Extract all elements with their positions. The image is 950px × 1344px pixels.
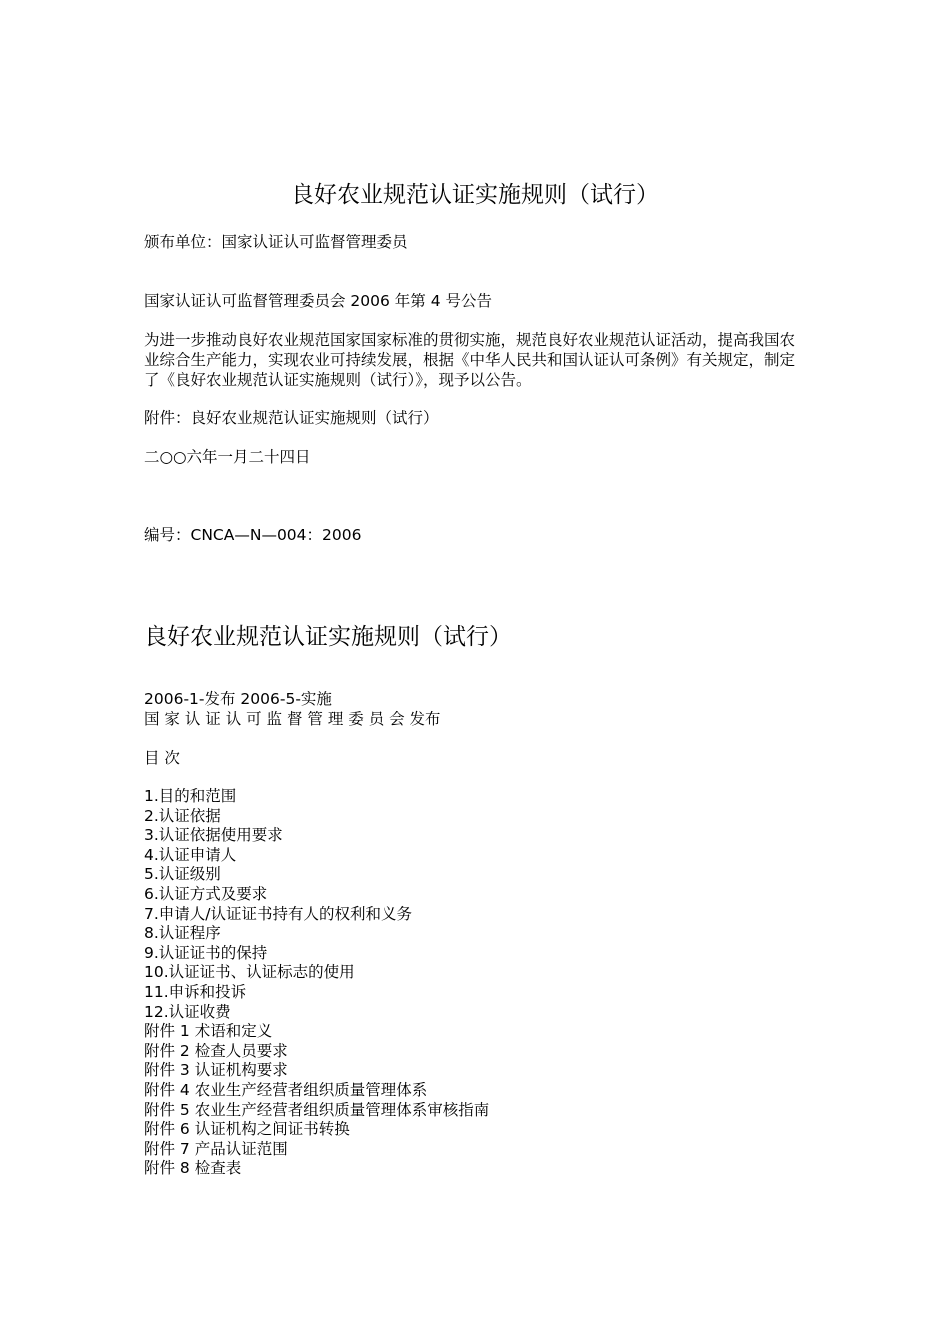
toc-item: 10.认证证书、认证标志的使用 <box>144 963 355 982</box>
page-title: 良好农业规范认证实施规则（试行） <box>291 182 659 208</box>
table-of-contents <box>144 787 489 1179</box>
document-publisher: 国 家 认 证 认 可 监 督 管 理 委 员 会 发布 <box>144 710 441 728</box>
toc-heading: 目 次 <box>144 749 180 767</box>
toc-item: 附件 4 农业生产经营者组织质量管理体系 <box>144 1080 428 1099</box>
toc-item: 8.认证程序 <box>144 924 221 943</box>
attachment-line: 附件：良好农业规范认证实施规则（试行） <box>144 409 439 427</box>
toc-item: 12.认证收费 <box>144 1002 231 1021</box>
toc-item: 附件 3 认证机构要求 <box>144 1061 288 1080</box>
toc-item: 附件 7 产品认证范围 <box>144 1139 288 1158</box>
toc-item: 1.目的和范围 <box>144 787 237 805</box>
toc-item: 4.认证申请人 <box>144 845 237 864</box>
toc-item: 附件 8 检查表 <box>144 1159 242 1178</box>
toc-item: 附件 5 农业生产经营者组织质量管理体系审核指南 <box>144 1100 490 1119</box>
toc-item: 附件 2 检查人员要求 <box>144 1041 288 1060</box>
toc-item: 6.认证方式及要求 <box>144 884 268 903</box>
toc-item: 5.认证级别 <box>144 865 221 884</box>
document-code: 编号：CNCA—N—004：2006 <box>144 526 362 544</box>
toc-item: 附件 6 认证机构之间证书转换 <box>144 1120 350 1139</box>
toc-item: 11.申诉和投诉 <box>144 982 247 1001</box>
announcement-date: 二○○六年一月二十四日 <box>144 448 311 466</box>
toc-item: 3.认证依据使用要求 <box>144 826 283 845</box>
toc-item: 2.认证依据 <box>144 806 221 825</box>
announcement-number: 国家认证认可监督管理委员会 2006 年第 4 号公告 <box>144 292 493 310</box>
toc-item: 9.认证证书的保持 <box>144 943 268 962</box>
announcement-body: 为进一步推动良好农业规范国家国家标准的贯彻实施，规范良好农业规范认证活动，提高我国农业综合生产能力，实现农业可持续发展，根据《中华人民共和国认证认可条例》有关规定，制定了《良好农业规范认证实施规则（试行）》，现予以公告。 <box>144 331 796 389</box>
toc-item: 7.申请人/认证证书持有人的权利和义务 <box>144 904 413 923</box>
issuer-line: 颁布单位：国家认证认可监督管理委员 <box>144 233 408 251</box>
document-dates: 2006-1-发布 2006-5-实施 <box>144 690 332 708</box>
toc-item: 附件 1 术语和定义 <box>144 1022 273 1041</box>
document-title: 良好农业规范认证实施规则（试行） <box>144 624 512 650</box>
